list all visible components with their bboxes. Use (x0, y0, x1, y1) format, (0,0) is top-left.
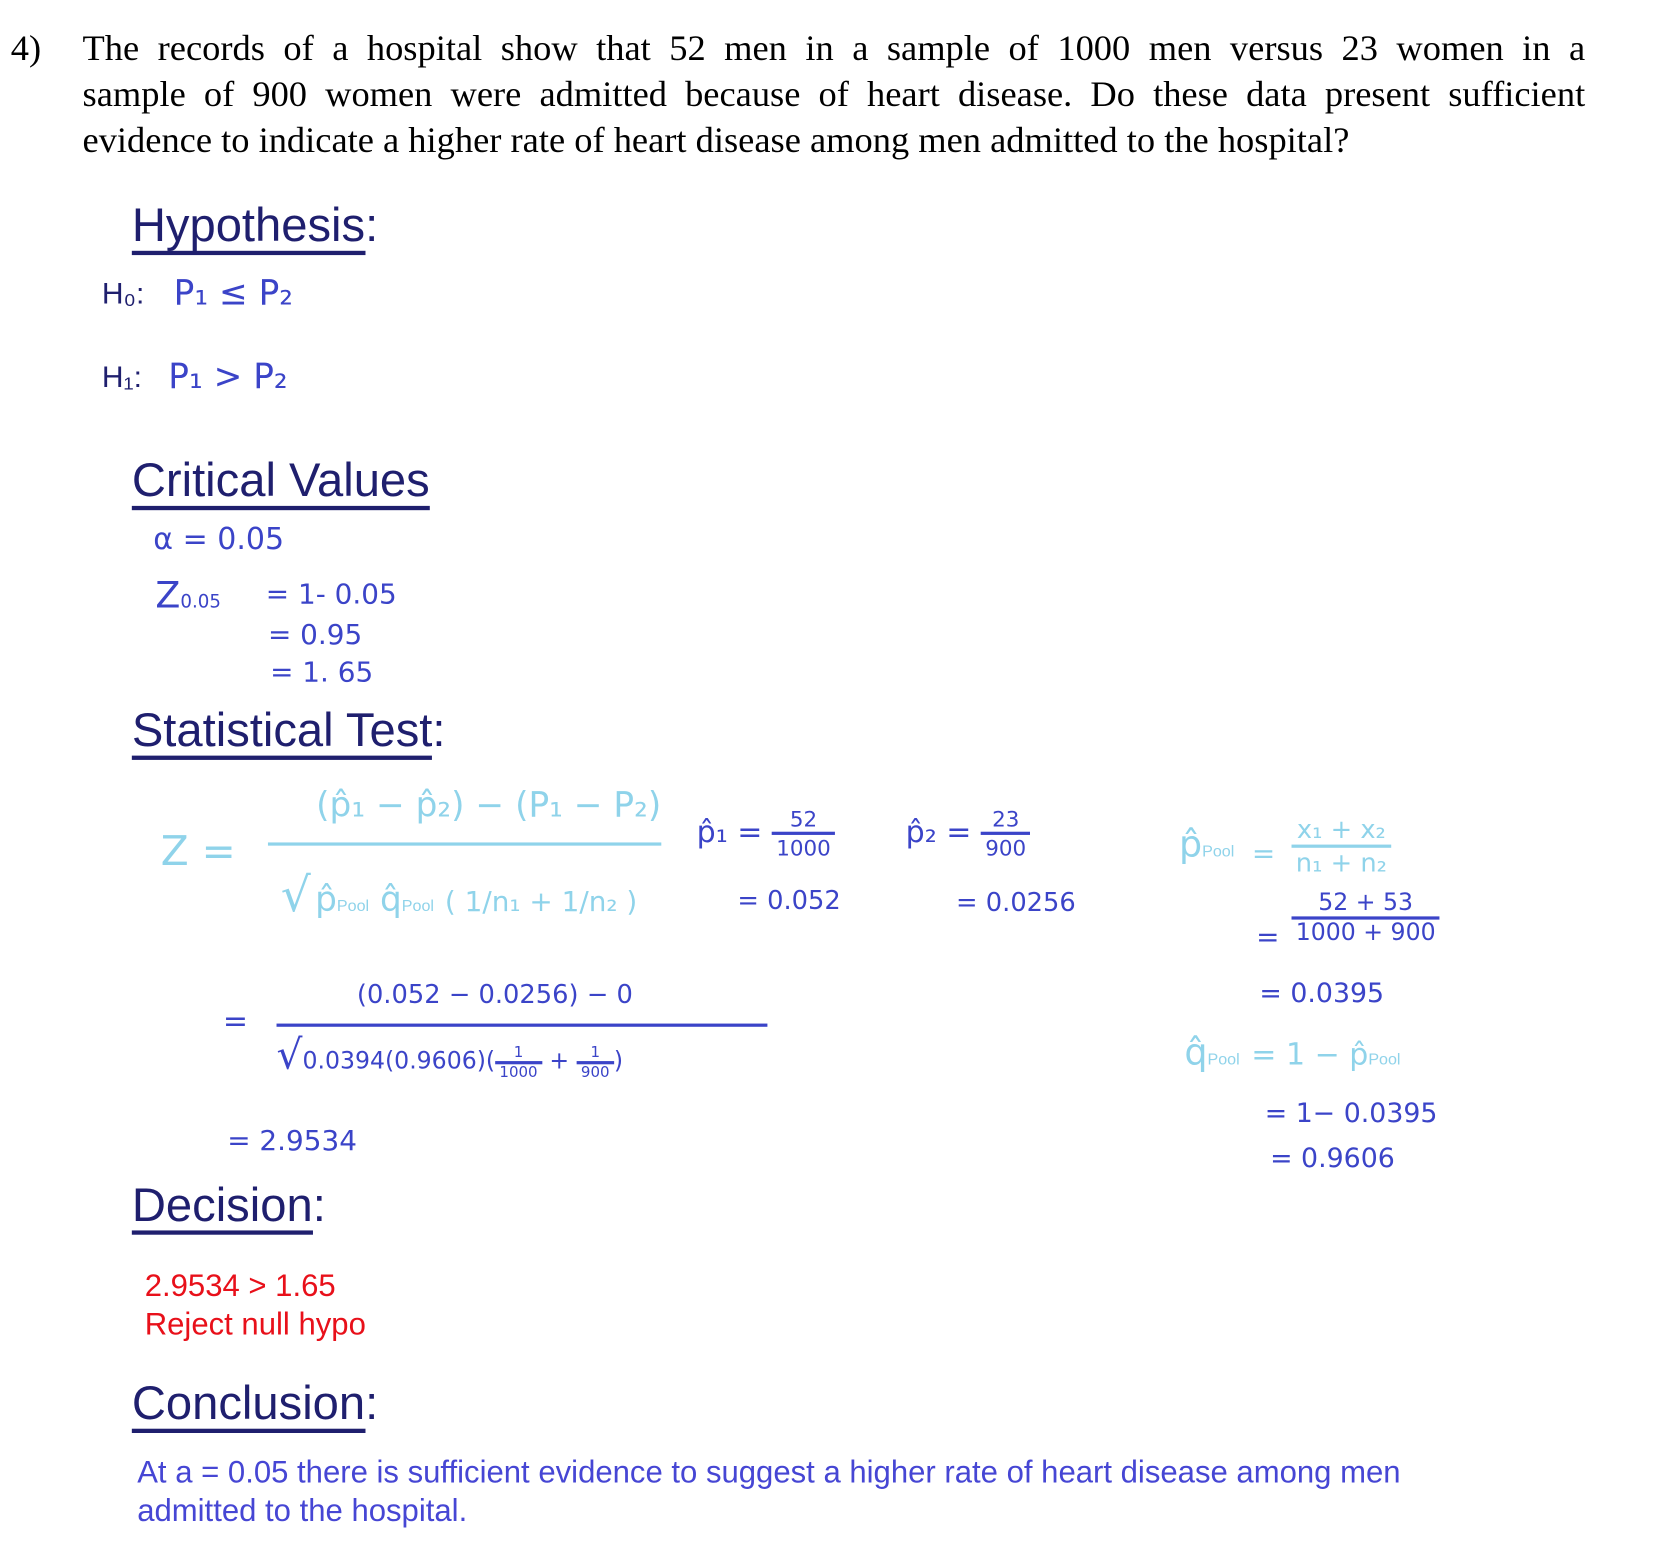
decision-result: Reject null hypo (144, 1307, 366, 1342)
conclusion-line: admitted to the hospital. (137, 1494, 468, 1529)
hypothesis-heading: Hypothesis: (132, 199, 378, 255)
q-pool-step: = 1− 0.0395 (1264, 1097, 1438, 1129)
h0-label: H₀: (101, 276, 145, 310)
critical-step-3: = 1. 65 (270, 657, 374, 690)
z-critical-label: Z0.05 (155, 574, 221, 618)
h0-expression: P₁ ≤ P₂ (173, 272, 294, 313)
problem-line: evidence to indicate a higher rate of heart disease among men admitted to the hospital? (82, 121, 1350, 161)
problem-line: sample of 900 women were admitted because of heart disease. Do these data present sufficient (82, 75, 1586, 115)
z-result: = 2.9534 (227, 1125, 357, 1158)
p-pool-label: p̂Pool (1178, 823, 1235, 867)
critical-step-2: = 0.95 (267, 619, 363, 652)
substitution-numerator: (0.052 − 0.0256) − 0 (356, 979, 633, 1010)
conclusion-text (137, 1453, 1400, 1530)
p2-hat-result: = 0.0256 (956, 887, 1076, 918)
p-pool-equals-2: = (1256, 921, 1280, 954)
decision-comparison: 2.9534 > 1.65 (144, 1269, 336, 1304)
decision-heading: Decision: (132, 1179, 326, 1235)
z-formula-denominator: √ p̂Pool q̂Pool ( 1/n₁ + 1/n₂ ) (280, 868, 638, 923)
h1-label: H₁: (101, 360, 142, 394)
alpha-value: α = 0.05 (153, 520, 285, 557)
substitution-bar (277, 1024, 768, 1027)
q-pool-result: = 0.9606 (1270, 1142, 1395, 1174)
conclusion-line: At a = 0.05 there is sufficient evidence to suggest a higher rate of heart disease among men (137, 1455, 1401, 1490)
problem-number: 4) (10, 28, 42, 69)
conclusion-heading: Conclusion: (132, 1377, 378, 1433)
problem-line: The records of a hospital show that 52 men in a sample of 1000 men versus 23 women in a (82, 28, 1586, 69)
p1-hat-result: = 0.052 (737, 885, 841, 916)
p-pool-formula: $\frac{\text{x₁ + x₂}}{\text{n₁ + n₂}}$ (1292, 815, 1392, 878)
critical-step-1: = 1- 0.05 (265, 578, 397, 611)
statistical-test-heading: Statistical Test: (132, 704, 446, 760)
p1-hat-calc: p̂₁ = $\frac{52}{1000}$ (697, 806, 835, 861)
p-pool-substitution: $\frac{52 + 53}{1000 + 900}$ (1292, 890, 1440, 947)
p2-hat-calc: p̂₂ = $\frac{23}{900}$ (906, 806, 1031, 861)
z-equals: Z = (160, 827, 236, 875)
p-pool-equals: = (1251, 838, 1276, 871)
h1-expression: P₁ > P₂ (168, 355, 288, 397)
p-pool-result: = 0.0395 (1259, 977, 1385, 1009)
z-formula-bar (268, 842, 661, 845)
substitution-denominator: √0.0394(0.9606)( $\frac{1}{1000}$ + $\frac{1}{900}$ ) (276, 1031, 624, 1081)
q-pool-formula: q̂Pool = 1 − p̂Pool (1184, 1031, 1401, 1074)
critical-values-heading: Critical Values (132, 454, 430, 510)
z-formula-numerator: (p̂₁ − p̂₂) − (P₁ − P₂) (316, 784, 662, 826)
substitution-equals: = (222, 1003, 249, 1039)
problem-text (83, 26, 1586, 164)
